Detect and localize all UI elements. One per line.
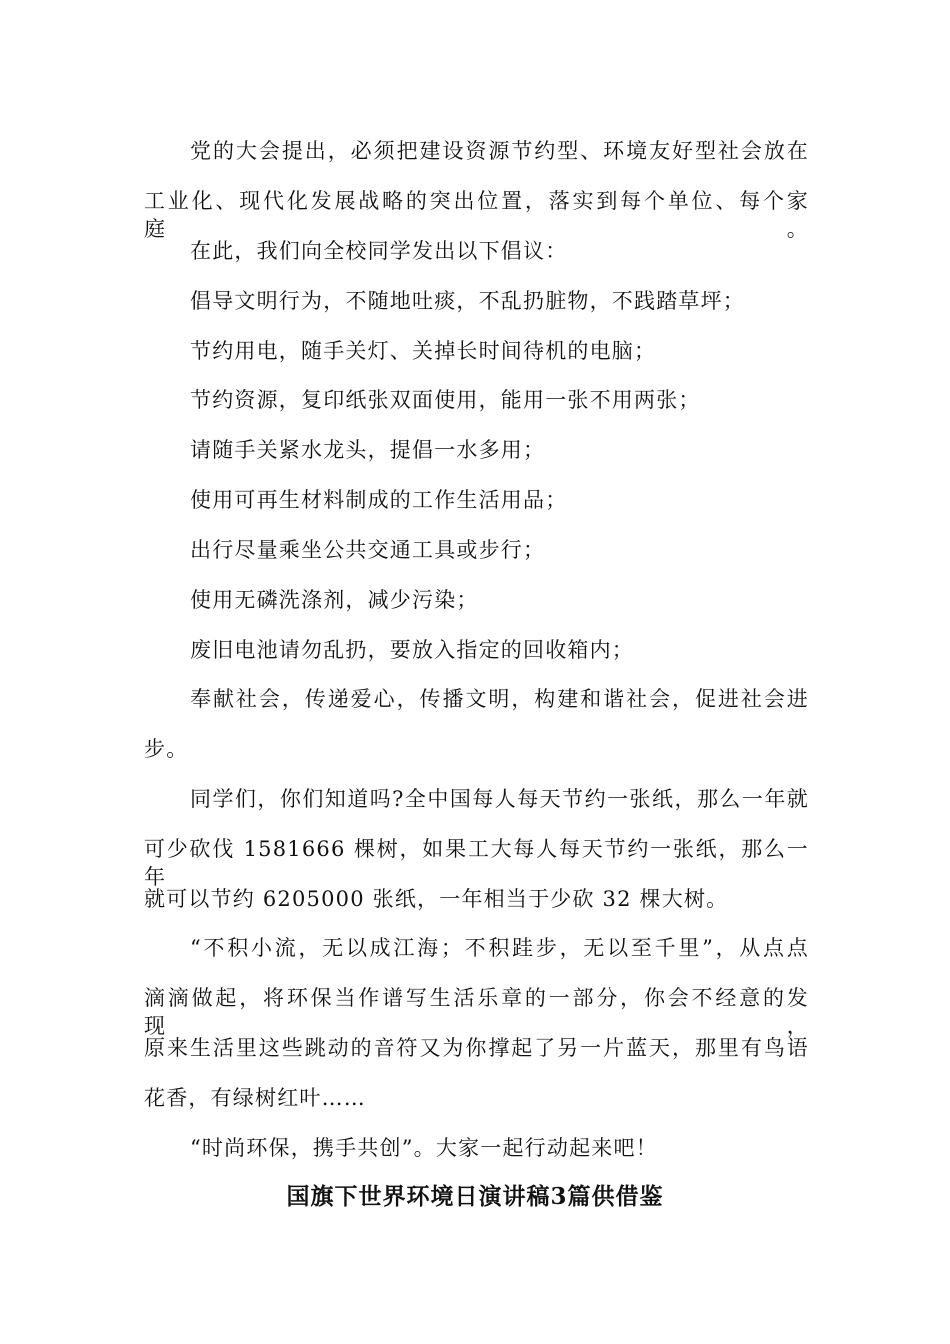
paragraph-line: 废旧电池请勿乱扔，要放入指定的回收箱内；: [190, 638, 634, 662]
paragraph-line: 花香，有绿树红叶……: [144, 1086, 366, 1110]
paragraph-line: 出行尽量乘坐公共交通工具或步行；: [190, 538, 546, 562]
paragraph-line: “不积小流，无以成江海；不积跬步，无以至千里”，从点点: [190, 936, 809, 960]
paragraph-line: 请随手关紧水龙头，提倡一水多用；: [190, 438, 546, 462]
paragraph-line: 奉献社会，传递爱心，传播文明，构建和谐社会，促进社会进: [190, 687, 809, 711]
paragraph-line: 可少砍伐 1581666 棵树，如果工大每人每天节约一张纸，那么一年: [144, 837, 809, 889]
paragraph-line: 工业化、现代化发展战略的突出位置，落实到每个单位、每个家庭。: [144, 189, 809, 241]
paragraph-line: 滴滴做起，将环保当作谱写生活乐章的一部分，你会不经意的发现，: [144, 986, 809, 1038]
paragraph-line: 就可以节约 6205000 张纸，一年相当于少砍 32 棵大树。: [144, 887, 729, 911]
paragraph-line: 同学们，你们知道吗?全中国每人每天节约一张纸，那么一年就: [190, 787, 809, 811]
paragraph-line: 使用可再生材料制成的工作生活用品；: [190, 488, 568, 512]
paragraph-line: 步。: [144, 737, 189, 761]
paragraph-line: “时尚环保，携手共创”。大家一起行动起来吧！: [190, 1136, 658, 1160]
section-heading: 国旗下世界环境日演讲稿3篇供借鉴: [286, 1183, 664, 1210]
paragraph-line: 倡导文明行为，不随地吐痰，不乱扔脏物，不践踏草坪；: [190, 289, 745, 313]
paragraph-line: 节约资源，复印纸张双面使用，能用一张不用两张；: [190, 388, 701, 412]
paragraph-line: 使用无磷洗涤剂，减少污染；: [190, 588, 479, 612]
paragraph-line: 党的大会提出，必须把建设资源节约型、环境友好型社会放在: [190, 139, 809, 163]
paragraph-line: 节约用电，随手关灯、关掉长时间待机的电脑；: [190, 339, 657, 363]
paragraph-line: 原来生活里这些跳动的音符又为你撑起了另一片蓝天，那里有鸟语: [144, 1036, 809, 1060]
paragraph-line: 在此，我们向全校同学发出以下倡议：: [190, 239, 568, 263]
